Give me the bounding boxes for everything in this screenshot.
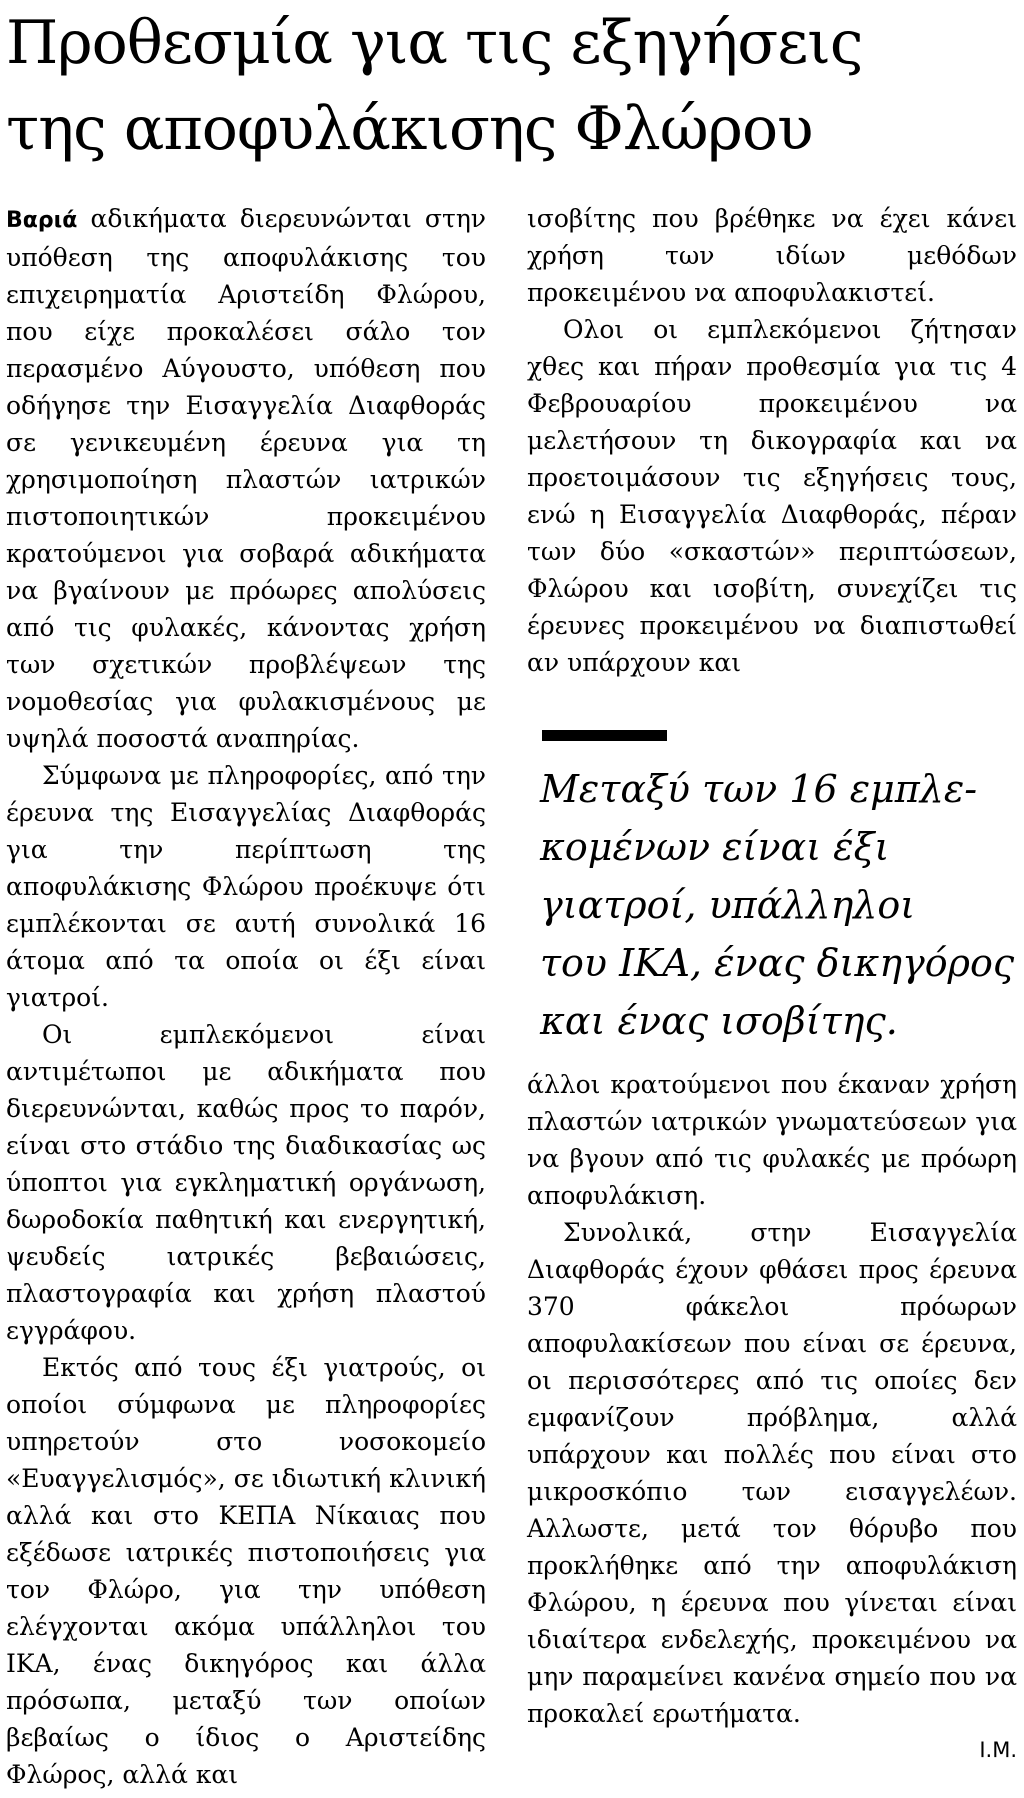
paragraph-1-text: αδικήματα διερευνώνται στην υπόθεση της αποφυλάκισης του επιχειρηματία Αριστείδη Φλώρου, που είχε προκαλέσει σάλο τον περασμένο Αύγουστο, υπόθεση που οδήγησε την Εισαγγελία Διαφθοράς σε γενικευμένη έρευνα για τη χρησιμοποίηση πλαστών ιατρικών πιστοποιητικών προκειμένου κρατούμενοι για σοβαρά αδικήματα να βγαίνουν με πρόωρες απολύσεις από τις φυλακές, κάνοντας χρήση των σχετικών προβλέψεων της νομοθεσίας για φυλακισμένους με υψηλά ποσοστά αναπηρίας. (6, 204, 486, 753)
headline-line-2: της αποφυλάκισης Φλώρου (6, 94, 813, 164)
pull-quote-line-5: και ένας ισοβίτης. (540, 999, 898, 1043)
lead-word: Βαριά (6, 208, 78, 233)
pull-quote-line-4: του ΙΚΑ, ένας δικηγόρος (540, 941, 1015, 985)
article-column-left (6, 200, 486, 1793)
pull-quote (540, 760, 1015, 1050)
paragraph-5-continued: άλλοι κρατούμενοι που έκαναν χρήση πλαστών ιατρικών γνωματεύσεων για να βγουν από τις φυλακές με πρόωρη αποφυλάκιση. (527, 1070, 1017, 1210)
pull-quote-line-3: γιατροί, υπάλληλοι (540, 883, 916, 927)
headline (6, 0, 1016, 172)
article-column-right-bottom (527, 1066, 1017, 1769)
paragraph-4: Εκτός από τους έξι γιατρούς, οι οποίοι σύμφωνα με πληροφορίες υπηρετούν στο νοσοκομείο «Ευαγγελισμός», σε ιδιωτική κλινική αλλά και στο ΚΕΠΑ Νίκαιας που εξέδωσε ιατρικές πιστοποιήσεις για τον Φλώρο, για την υπόθεση ελέγχονται ακόμα υπάλληλοι του ΙΚΑ, ένας δικηγόρος και άλλα πρόσωπα, μεταξύ των οποίων βεβαίως ο ίδιος ο Αριστείδης Φλώρος, αλλά και (6, 1353, 486, 1789)
headline-line-1: Προθεσμία για τις εξηγήσεις (6, 8, 863, 78)
pull-quote-line-1: Μεταξύ των 16 εμπλε- (540, 767, 978, 811)
paragraph-4-continued: ισοβίτης που βρέθηκε να έχει κάνει χρήση των ιδίων μεθόδων προκειμένου να αποφυλακιστεί. (527, 204, 1017, 307)
pull-quote-rule (542, 730, 667, 741)
paragraph-1 (6, 200, 486, 757)
paragraph-2: Σύμφωνα με πληροφορίες, από την έρευνα της Εισαγγελίας Διαφθοράς για την περίπτωση της αποφυλάκισης Φλώρου προέκυψε ότι εμπλέκονται σε αυτή συνολικά 16 άτομα από τα οποία οι έξι είναι γιατροί. (6, 761, 486, 1012)
paragraph-5: Ολοι οι εμπλεκόμενοι ζήτησαν χθες και πήραν προθεσμία για τις 4 Φεβρουαρίου προκειμένου να μελετήσουν τη δικογραφία και να προετοιμάσουν τις εξηγήσεις τους, ενώ η Εισαγγελία Διαφθοράς, πέραν των δύο «σκαστών» περιπτώσεων, Φλώρου και ισοβίτη, συνεχίζει τις έρευνες προκειμένου να διαπιστωθεί αν υπάρχουν και (527, 315, 1017, 677)
author-signature: Ι.Μ. (979, 1738, 1017, 1762)
pull-quote-line-2: κομένων είναι έξι (540, 825, 890, 869)
article-column-right-top (527, 200, 1017, 681)
paragraph-3: Οι εμπλεκόμενοι είναι αντιμέτωποι με αδικήματα που διερευνώνται, καθώς προς το παρόν, είναι στο στάδιο της διαδικασίας ως ύποπτοι για εγκληματική οργάνωση, δωροδοκία παθητική και ενεργητική, ψευδείς ιατρικές βεβαιώσεις, πλαστογραφία και χρήση πλαστού εγγράφου. (6, 1020, 486, 1345)
paragraph-6: Συνολικά, στην Εισαγγελία Διαφθοράς έχουν φθάσει προς έρευνα 370 φάκελοι πρόωρων αποφυλακίσεων που είναι σε έρευνα, οι περισσότερες από τις οποίες δεν εμφανίζουν πρόβλημα, αλλά υπάρχουν και πολλές που είναι στο μικροσκόπιο των εισαγγελέων. Αλλωστε, μετά τον θόρυβο που προκλήθηκε από την αποφυλάκιση Φλώρου, η έρευνα που γίνεται είναι ιδιαίτερα ενδελεχής, προκειμένου να μην παραμείνει κανένα σημείο που να προκαλεί ερωτήματα. (527, 1218, 1017, 1728)
